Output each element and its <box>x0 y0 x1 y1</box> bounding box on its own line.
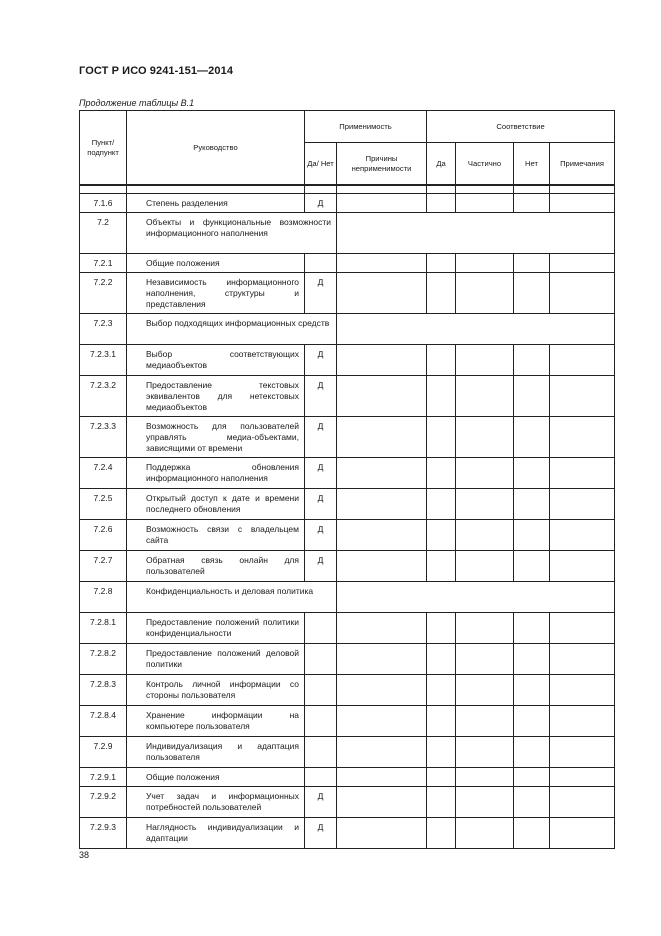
row-guidance: Предоставление текстовых эквивалентов для нетекстовых медиаобъектов <box>127 376 305 417</box>
row-guidance: Контроль личной информации со стороны пользователя <box>127 675 305 706</box>
row-point: 7.2.9.1 <box>80 768 127 787</box>
row-empty-cell <box>550 376 615 417</box>
row-empty-cell <box>337 273 427 314</box>
row-applicability-value: Д <box>305 376 337 417</box>
table-row <box>80 213 615 254</box>
row-point: 7.2.3.2 <box>80 376 127 417</box>
compliance-table <box>79 110 615 849</box>
row-empty-cell <box>427 376 456 417</box>
row-empty-cell <box>337 644 427 675</box>
row-empty-cell <box>337 376 427 417</box>
row-point: 7.2.3.3 <box>80 417 127 458</box>
row-empty-cell <box>550 818 615 849</box>
row-empty-cell <box>514 706 550 737</box>
row-empty-cell <box>514 613 550 644</box>
table-row <box>80 644 615 675</box>
row-empty-cell <box>514 194 550 213</box>
row-point: 7.2.8.1 <box>80 613 127 644</box>
row-guidance: Объекты и функциональные возможности информационного наполнения <box>127 213 337 254</box>
row-empty-cell <box>514 551 550 582</box>
row-applicability-value <box>305 644 337 675</box>
row-point: 7.2.9 <box>80 737 127 768</box>
row-empty-cell <box>456 737 514 768</box>
row-guidance: Хранение информации на компьютере пользователя <box>127 706 305 737</box>
row-empty-cell <box>514 376 550 417</box>
table-row <box>80 706 615 737</box>
row-empty-cell <box>456 675 514 706</box>
table-caption: Продолжение таблицы В.1 <box>79 98 195 108</box>
row-empty-cell <box>514 644 550 675</box>
row-guidance: Индивидуализация и адаптация пользователя <box>127 737 305 768</box>
header-applicability: Применимость <box>305 111 427 143</box>
row-empty-cell <box>514 489 550 520</box>
row-empty-cell <box>456 376 514 417</box>
row-guidance: Независимость информационного наполнения, структуры и представления <box>127 273 305 314</box>
row-empty-cell <box>456 706 514 737</box>
row-empty-cell <box>514 675 550 706</box>
row-empty-cell <box>427 706 456 737</box>
row-empty-cell <box>514 254 550 273</box>
row-applicability-value: Д <box>305 345 337 376</box>
row-empty-cell <box>456 787 514 818</box>
header-no: Нет <box>514 143 550 186</box>
row-applicability-value: Д <box>305 489 337 520</box>
row-empty-cell <box>427 194 456 213</box>
row-empty-cell <box>550 768 615 787</box>
row-point: 7.2.6 <box>80 520 127 551</box>
table-row <box>80 273 615 314</box>
row-point: 7.2.9.2 <box>80 787 127 818</box>
row-guidance: Общие положения <box>127 768 305 787</box>
row-guidance: Возможность связи с владельцем сайта <box>127 520 305 551</box>
row-empty-cell <box>337 706 427 737</box>
table-row <box>80 520 615 551</box>
row-empty-cell <box>456 345 514 376</box>
row-empty-cell <box>337 675 427 706</box>
row-applicability-value <box>305 737 337 768</box>
row-empty-cell <box>456 613 514 644</box>
row-point: 7.2.1 <box>80 254 127 273</box>
row-guidance: Предоставление положений политики конфиденциальности <box>127 613 305 644</box>
row-empty-cell <box>427 417 456 458</box>
table-row <box>80 613 615 644</box>
row-empty-cell <box>427 254 456 273</box>
table-body <box>80 194 615 849</box>
table-row <box>80 458 615 489</box>
row-guidance: Конфиденциальность и деловая политика <box>127 582 337 613</box>
row-applicability-value: Д <box>305 520 337 551</box>
row-empty-cell <box>550 613 615 644</box>
row-point: 7.2.4 <box>80 458 127 489</box>
row-empty-cell <box>427 273 456 314</box>
row-empty-cell <box>514 273 550 314</box>
row-empty-cell <box>456 254 514 273</box>
row-guidance: Выбор соответствующих медиаобъектов <box>127 345 305 376</box>
row-empty-cell <box>427 787 456 818</box>
row-empty-cell <box>427 551 456 582</box>
row-empty-cell <box>427 818 456 849</box>
row-empty-cell <box>550 675 615 706</box>
row-empty-span <box>337 213 615 254</box>
header-point: Пункт/ подпункт <box>80 111 127 186</box>
row-applicability-value: Д <box>305 194 337 213</box>
table-row <box>80 737 615 768</box>
row-empty-cell <box>514 417 550 458</box>
row-empty-cell <box>456 458 514 489</box>
row-empty-cell <box>456 417 514 458</box>
row-empty-cell <box>337 345 427 376</box>
table-row <box>80 314 615 345</box>
row-empty-cell <box>550 520 615 551</box>
row-empty-cell <box>550 706 615 737</box>
row-empty-cell <box>550 551 615 582</box>
row-empty-cell <box>337 613 427 644</box>
row-empty-cell <box>337 458 427 489</box>
row-point: 7.2.2 <box>80 273 127 314</box>
row-empty-cell <box>550 489 615 520</box>
row-point: 7.2.8.4 <box>80 706 127 737</box>
row-applicability-value <box>305 613 337 644</box>
row-empty-cell <box>456 818 514 849</box>
row-empty-cell <box>550 644 615 675</box>
table-row <box>80 254 615 273</box>
row-guidance: Предоставление положений деловой политики <box>127 644 305 675</box>
row-empty-cell <box>550 458 615 489</box>
row-empty-cell <box>427 613 456 644</box>
row-empty-cell <box>427 345 456 376</box>
row-empty-cell <box>427 489 456 520</box>
row-empty-cell <box>337 417 427 458</box>
row-empty-cell <box>427 675 456 706</box>
page-number: 38 <box>79 850 90 860</box>
row-applicability-value: Д <box>305 273 337 314</box>
row-empty-cell <box>550 787 615 818</box>
row-applicability-value: Д <box>305 417 337 458</box>
table-row <box>80 417 615 458</box>
row-empty-cell <box>427 768 456 787</box>
row-empty-cell <box>427 520 456 551</box>
row-guidance: Общие положения <box>127 254 305 273</box>
row-empty-cell <box>337 768 427 787</box>
table-row <box>80 551 615 582</box>
row-empty-cell <box>337 737 427 768</box>
row-point: 7.2.3.1 <box>80 345 127 376</box>
row-empty-cell <box>514 458 550 489</box>
table-row <box>80 675 615 706</box>
row-point: 7.2 <box>80 213 127 254</box>
row-empty-cell <box>337 818 427 849</box>
header-yes-no: Да/ Нет <box>305 143 337 186</box>
table-row <box>80 787 615 818</box>
table-row <box>80 818 615 849</box>
row-guidance: Открытый доступ к дате и времени последнего обновления <box>127 489 305 520</box>
table-row <box>80 768 615 787</box>
row-empty-cell <box>514 768 550 787</box>
row-empty-cell <box>427 458 456 489</box>
row-applicability-value: Д <box>305 787 337 818</box>
row-empty-cell <box>337 489 427 520</box>
header-compliance: Соответствие <box>427 111 615 143</box>
row-empty-cell <box>456 768 514 787</box>
row-point: 7.2.3 <box>80 314 127 345</box>
row-empty-cell <box>514 345 550 376</box>
row-guidance: Поддержка обновления информационного наполнения <box>127 458 305 489</box>
row-guidance: Наглядность индивидуализации и адаптации <box>127 818 305 849</box>
row-empty-span <box>337 582 615 613</box>
table-row <box>80 489 615 520</box>
header-yes: Да <box>427 143 456 186</box>
row-empty-cell <box>456 644 514 675</box>
row-empty-cell <box>514 520 550 551</box>
header-notes: Примечания <box>550 143 615 186</box>
row-empty-cell <box>550 254 615 273</box>
row-empty-cell <box>456 194 514 213</box>
row-empty-cell <box>337 194 427 213</box>
row-empty-cell <box>550 194 615 213</box>
row-point: 7.1.6 <box>80 194 127 213</box>
row-point: 7.2.5 <box>80 489 127 520</box>
header-partial: Частично <box>456 143 514 186</box>
row-point: 7.2.8.2 <box>80 644 127 675</box>
row-applicability-value: Д <box>305 551 337 582</box>
row-empty-cell <box>427 644 456 675</box>
row-guidance: Обратная связь онлайн для пользователей <box>127 551 305 582</box>
row-empty-cell <box>456 489 514 520</box>
row-empty-span <box>337 314 615 345</box>
row-empty-cell <box>337 520 427 551</box>
row-empty-cell <box>514 818 550 849</box>
row-empty-cell <box>514 787 550 818</box>
row-empty-cell <box>550 737 615 768</box>
row-applicability-value: Д <box>305 818 337 849</box>
row-guidance: Степень разделения <box>127 194 305 213</box>
row-empty-cell <box>514 737 550 768</box>
header-guidance: Руководство <box>127 111 305 186</box>
row-applicability-value <box>305 254 337 273</box>
table-row <box>80 194 615 213</box>
table-row <box>80 376 615 417</box>
row-point: 7.2.7 <box>80 551 127 582</box>
row-guidance: Учет задач и информационных потребностей пользователей <box>127 787 305 818</box>
row-empty-cell <box>337 551 427 582</box>
row-guidance: Возможность для пользователей управлять медиа-объектами, зависящими от времени <box>127 417 305 458</box>
row-empty-cell <box>550 273 615 314</box>
row-applicability-value <box>305 768 337 787</box>
header-reasons: Причины неприменимости <box>337 143 427 186</box>
table-row <box>80 582 615 613</box>
row-empty-cell <box>456 551 514 582</box>
row-empty-cell <box>337 787 427 818</box>
row-applicability-value: Д <box>305 458 337 489</box>
row-point: 7.2.8 <box>80 582 127 613</box>
row-applicability-value <box>305 706 337 737</box>
row-empty-cell <box>337 254 427 273</box>
row-point: 7.2.9.3 <box>80 818 127 849</box>
row-empty-cell <box>456 273 514 314</box>
row-point: 7.2.8.3 <box>80 675 127 706</box>
row-empty-cell <box>427 737 456 768</box>
row-guidance: Выбор подходящих информационных средств <box>127 314 337 345</box>
table-row <box>80 345 615 376</box>
row-empty-cell <box>456 520 514 551</box>
document-title: ГОСТ Р ИСО 9241-151—2014 <box>79 65 234 77</box>
row-empty-cell <box>550 345 615 376</box>
row-applicability-value <box>305 675 337 706</box>
row-empty-cell <box>550 417 615 458</box>
